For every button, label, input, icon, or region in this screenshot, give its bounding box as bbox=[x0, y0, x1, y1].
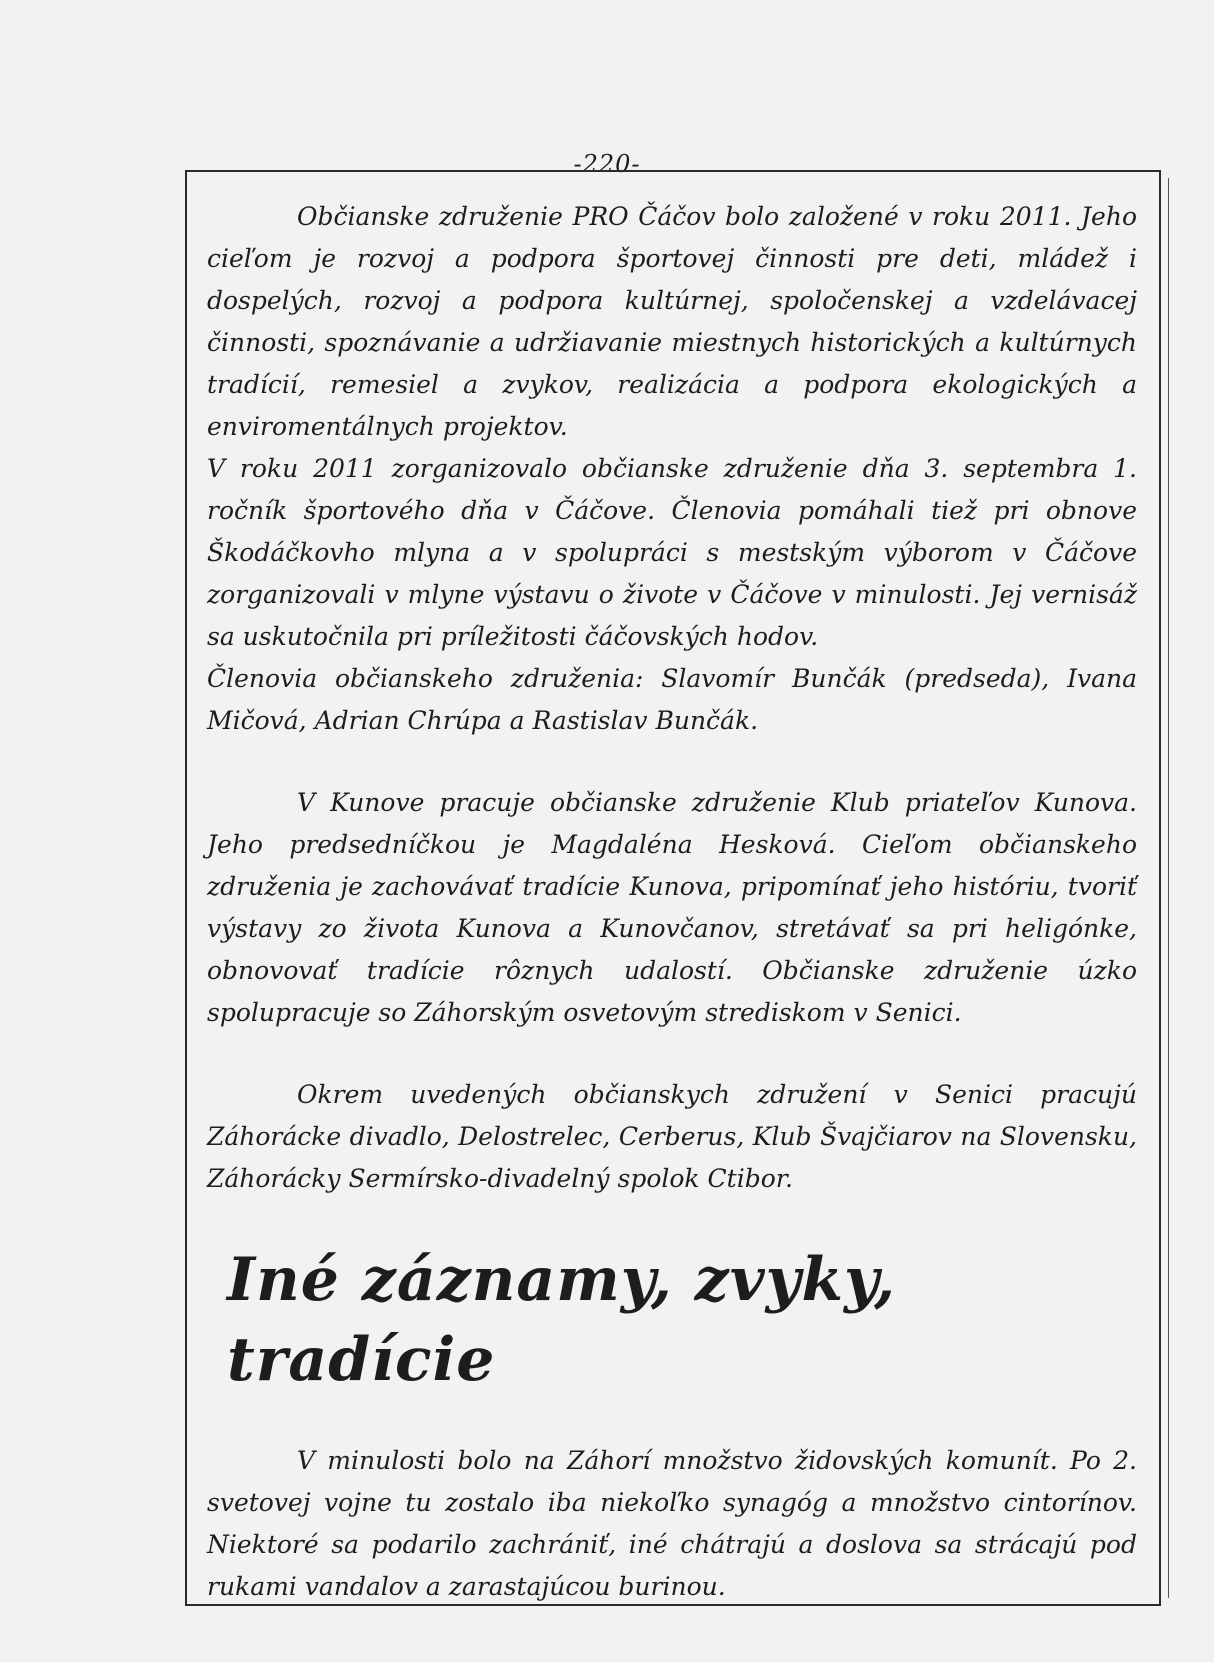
paragraph-senica-associations: Okrem uvedených občianskych združení v Senici pracujú Záhorácke divadlo, Delostrelec, Cerberus, Klub Švajčiarov na Slovensku, Záhorácky Sermírsko-divadelný spolok Ctibor. bbox=[207, 1080, 1137, 1193]
paragraph-kunov-club: V Kunove pracuje občianske združenie Klub priateľov Kunova. Jeho predsedníčkou je Magdaléna Hesková. Cieľom občianskeho združenia je zachovávať tradície Kunova, pripomínať jeho históriu, tvoriť výstavy zo života Kunova a Kunovčanov, stretávať sa pri heligónke, obnovovať tradície rôznych udalostí. Občianske združenie úzko spolupracuje so Záhorským osvetovým strediskom v Senici. bbox=[207, 788, 1137, 1027]
paragraph-jewish-communities: V minulosti bolo na Záhorí množstvo židovských komunít. Po 2. svetovej vojne tu zostalo iba niekoľko synagóg a množstvo cintorínov. Niektoré sa podarilo zachrániť, iné chátrajú a doslova sa strácajú pod rukami vandalov a zarastajúcou burinou. bbox=[207, 1446, 1137, 1601]
paragraph-pro-cacov: Občianske združenie PRO Čáčov bolo založené v roku 2011. Jeho cieľom je rozvoj a podpora športovej činnosti pre deti, mládež i dospelých, rozvoj a podpora kultúrnej, spoločenskej a vzdelávacej činnosti, spoznávanie a udržiavanie miestnych historických a kultúrnych tradícií, remesiel a zvykov, realizácia a podpora ekologických a enviromentálnych projektov. bbox=[207, 202, 1137, 441]
paragraph-members: Členovia občianskeho združenia: Slavomír Bunčák (predseda), Ivana Mičová, Adrian Chrúpa a Rastislav Bunčák. bbox=[207, 664, 1137, 735]
page-content bbox=[207, 196, 1137, 1608]
paragraph-sports-day: V roku 2011 zorganizovalo občianske združenie dňa 3. septembra 1. ročník športového dňa v Čáčove. Členovia pomáhali tiež pri obnove Škodáčkovho mlyna a v spolupráci s mestským výborom v Čáčove zorganizovali v mlyne výstavu o živote v Čáčove v minulosti. Jej vernisáž sa uskutočnila pri príležitosti čáčovských hodov. bbox=[207, 454, 1137, 651]
page-frame bbox=[185, 170, 1161, 1606]
page-number: -220- bbox=[573, 150, 641, 178]
section-heading: Iné záznamy, zvyky, tradície bbox=[227, 1245, 897, 1395]
